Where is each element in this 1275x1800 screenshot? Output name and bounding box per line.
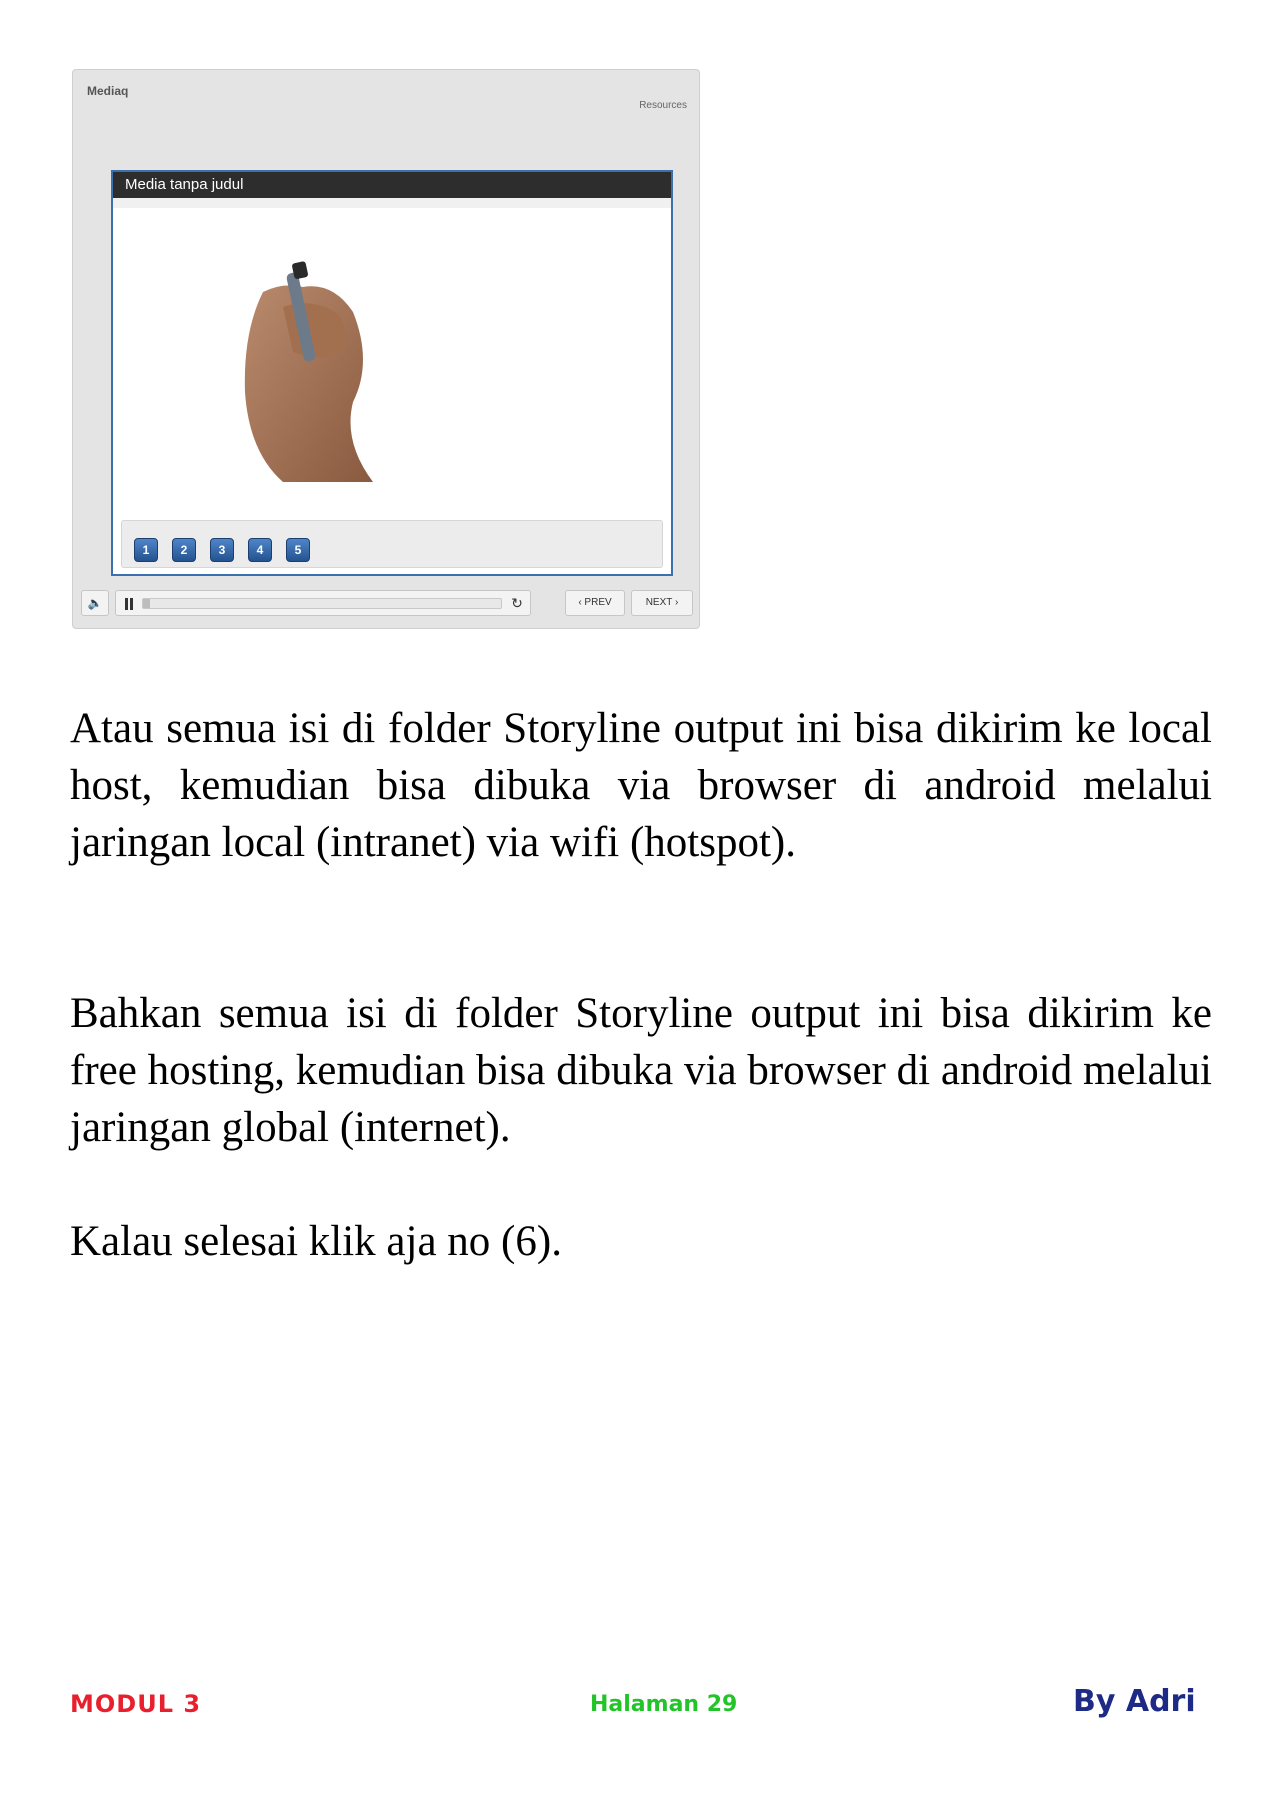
hand-drawing-image (223, 252, 383, 482)
footer-page-number: Halaman 29 (590, 1692, 738, 1717)
seekbar-progress (143, 599, 150, 608)
slide-button-5[interactable]: 5 (286, 538, 310, 562)
pause-icon[interactable] (124, 598, 134, 610)
slide-button-4[interactable]: 4 (248, 538, 272, 562)
slide-title: Media tanpa judul (113, 172, 671, 198)
paragraph-1: Atau semua isi di folder Storyline output ini bisa dikirim ke local host, kemudian bisa dibuka via browser di android melalui jaringan local (intranet) via wifi (hotspot). (70, 705, 1212, 866)
volume-button[interactable] (81, 590, 109, 616)
slide-button-3[interactable]: 3 (210, 538, 234, 562)
slide-stage (111, 170, 673, 576)
slide-button-2[interactable]: 2 (172, 538, 196, 562)
player-title: Mediaq (87, 84, 129, 98)
slide-number-bar (121, 520, 663, 568)
slide-subheader (113, 198, 671, 208)
prev-button[interactable]: ‹ PREV (565, 590, 625, 616)
next-button[interactable]: NEXT › (631, 590, 693, 616)
slide-button-1[interactable]: 1 (134, 538, 158, 562)
paragraph-3: Kalau selesai klik aja no (6). (70, 1218, 562, 1265)
resources-link[interactable]: Resources (639, 100, 687, 111)
paragraph-2: Bahkan semua isi di folder Storyline output ini bisa dikirim ke free hosting, kemudian bisa dibuka via browser di android melalui jaringan global (internet). (70, 990, 1212, 1151)
footer-author: By Adri (1073, 1684, 1196, 1719)
storyline-player-screenshot (72, 69, 700, 629)
speaker-icon: 🔈 (87, 596, 103, 610)
seekbar-container (115, 590, 531, 616)
seekbar-track[interactable] (142, 598, 502, 609)
footer-module: MODUL 3 (70, 1690, 202, 1718)
player-controls (81, 590, 693, 618)
replay-icon[interactable]: ↻ (511, 595, 523, 611)
